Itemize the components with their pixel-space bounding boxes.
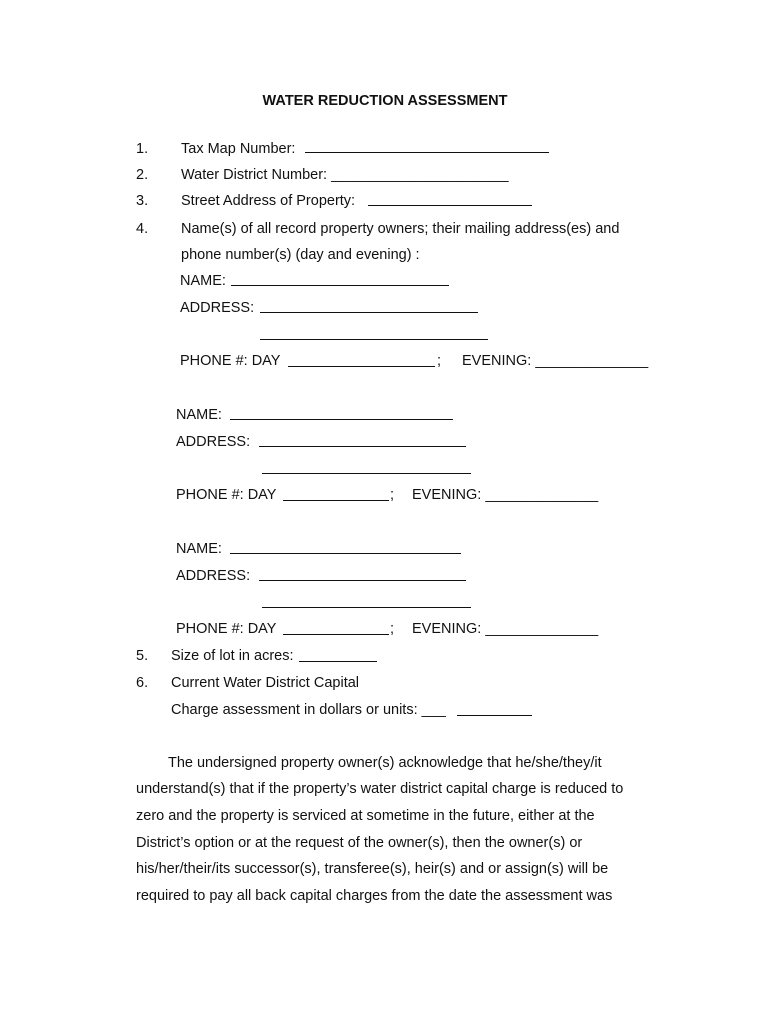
item-number: 6. <box>136 675 149 691</box>
address-label: ADDRESS: <box>180 300 259 316</box>
street-address-label: Street Address of Property: <box>181 193 360 209</box>
address-field[interactable] <box>259 580 466 581</box>
phone-day-label: PHONE #: DAY <box>176 621 277 637</box>
name-field[interactable] <box>230 553 461 554</box>
paragraph-line: The undersigned property owner(s) acknowledge that he/she/they/it <box>136 755 602 771</box>
address-field-line2[interactable] <box>262 607 471 608</box>
phone-day-field[interactable] <box>283 634 389 635</box>
phone-day-field[interactable] <box>288 366 435 367</box>
lot-size-label: Size of lot in acres: <box>171 648 294 664</box>
phone-evening-field[interactable]: EVENING: ______________ <box>462 353 649 369</box>
paragraph-line: understand(s) that if the property’s water district capital charge is reduced to <box>136 781 624 797</box>
tax-map-number-field[interactable] <box>305 152 549 153</box>
phone-evening-field[interactable]: EVENING: ______________ <box>412 621 599 637</box>
lot-size-field[interactable] <box>299 661 377 662</box>
capital-charge-label-cont: Charge assessment in dollars or units: ___ <box>171 702 446 718</box>
semicolon: ; <box>437 353 442 369</box>
capital-charge-field[interactable] <box>457 715 532 716</box>
address-field[interactable] <box>259 446 466 447</box>
document-title: WATER REDUCTION ASSESSMENT <box>262 93 508 109</box>
owners-label-cont: phone number(s) (day and evening) : <box>181 247 420 263</box>
paragraph-line: zero and the property is serviced at sometime in the future, either at the <box>136 808 595 824</box>
address-field[interactable] <box>260 312 478 313</box>
paragraph-line: District’s option or at the request of the owner(s), then the owner(s) or <box>136 835 583 851</box>
water-district-number-field[interactable]: Water District Number: ______________________ <box>181 167 509 183</box>
capital-charge-label: Current Water District Capital <box>171 675 360 691</box>
name-field[interactable] <box>230 419 453 420</box>
paragraph-line: required to pay all back capital charges from the date the assessment was <box>136 888 613 904</box>
name-label: NAME: <box>176 407 226 423</box>
semicolon: ; <box>390 487 395 503</box>
semicolon: ; <box>390 621 395 637</box>
address-label: ADDRESS: <box>176 434 255 450</box>
phone-evening-field[interactable]: EVENING: ______________ <box>412 487 599 503</box>
address-label: ADDRESS: <box>176 568 255 584</box>
name-field[interactable] <box>231 285 449 286</box>
phone-day-label: PHONE #: DAY <box>180 353 285 369</box>
item-number: 4. <box>136 221 149 237</box>
name-label: NAME: <box>176 541 226 557</box>
owners-label: Name(s) of all record property owners; their mailing address(es) and <box>181 221 620 237</box>
phone-day-field[interactable] <box>283 500 389 501</box>
address-field-line2[interactable] <box>262 473 471 474</box>
item-number: 2. <box>136 167 149 183</box>
item-number: 1. <box>136 141 149 157</box>
item-number: 5. <box>136 648 149 664</box>
street-address-field[interactable] <box>368 205 532 206</box>
address-field-line2[interactable] <box>260 339 488 340</box>
phone-day-label: PHONE #: DAY <box>176 487 277 503</box>
paragraph-line: his/her/their/its successor(s), transferee(s), heir(s) and or assign(s) will be <box>136 861 609 877</box>
item-number: 3. <box>136 193 149 209</box>
name-label: NAME: <box>180 273 230 289</box>
tax-map-label: Tax Map Number: <box>181 141 300 157</box>
